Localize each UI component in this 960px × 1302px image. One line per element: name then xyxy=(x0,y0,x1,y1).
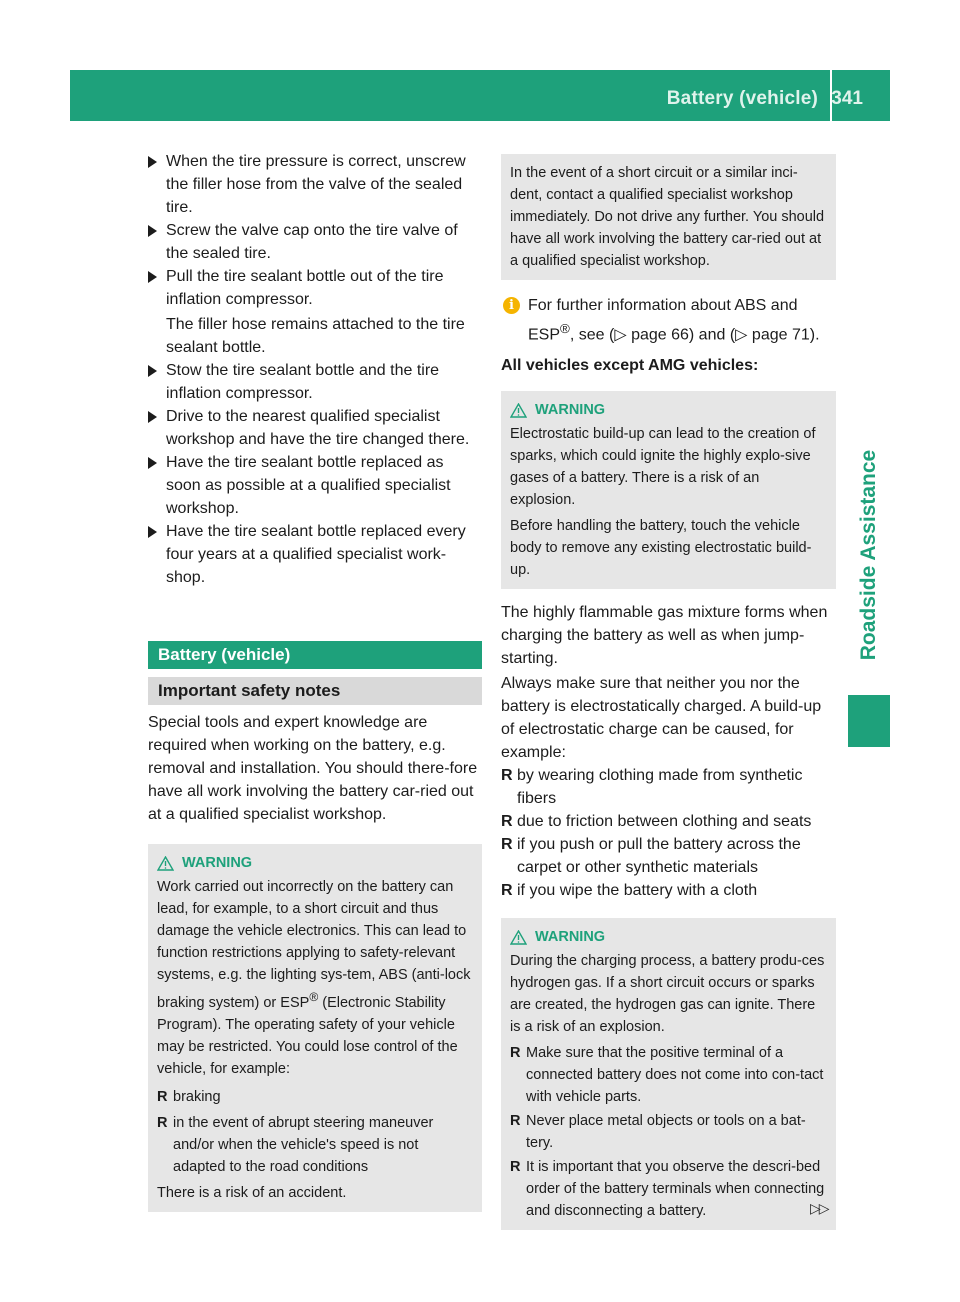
warning-bullet xyxy=(510,1156,828,1222)
warning-label: WARNING xyxy=(182,855,253,871)
warning-triangle-icon xyxy=(510,930,527,945)
side-tab xyxy=(848,420,890,690)
warning-text-part: Work carried out incorrectly on the battery can lead, for example, to a short circuit and thus damage the vehicle electronics. This can lead to function restrictions applying to safety-relevant systems, e.g. the lighting sys-tem, ABS (anti-lock braking system) or ESP xyxy=(157,879,471,1011)
step-arrow-icon xyxy=(148,225,157,237)
info-icon: i xyxy=(503,297,520,314)
step-item xyxy=(148,405,482,451)
warning-bullet xyxy=(157,1086,474,1108)
page-ref-arrow-icon: ▷ xyxy=(735,326,748,344)
list-item xyxy=(501,879,836,902)
info-text: , see ( xyxy=(569,326,615,344)
info-text: page 66) and ( xyxy=(626,326,736,344)
info-note xyxy=(501,294,836,346)
step-text: Have the tire sealant bottle replaced as soon as possible at a qualified specialist workshop. xyxy=(166,454,451,517)
warning-box xyxy=(501,918,836,1230)
bullet-icon: R xyxy=(157,1114,168,1131)
continued-warning-box xyxy=(501,154,836,280)
step-text: Drive to the nearest qualified specialist workshop and have the tire changed there. xyxy=(166,408,470,448)
warning-closing: There is a risk of an accident. xyxy=(157,1184,347,1201)
bullet-text: It is important that you observe the descri-bed order of the battery terminals when connecting and disconnecting a battery. xyxy=(526,1159,825,1220)
warning-header xyxy=(157,852,474,874)
header-bar xyxy=(70,70,890,121)
step-item xyxy=(148,219,482,265)
step-arrow-icon xyxy=(148,411,157,423)
step-item xyxy=(148,451,482,520)
list-item xyxy=(501,833,836,879)
step-arrow-icon xyxy=(148,156,157,168)
continue-arrow-icon: ▷▷ xyxy=(810,1200,828,1216)
body-paragraph: The highly flammable gas mixture forms when charging the battery as well as when jump-starting. xyxy=(501,604,828,668)
bullet-icon: R xyxy=(501,836,513,854)
warning-triangle-icon xyxy=(510,403,527,418)
step-text: When the tire pressure is correct, unscrew the filler hose from the valve of the sealed tire. xyxy=(166,153,466,216)
step-item xyxy=(148,265,482,311)
registered-mark: ® xyxy=(309,990,319,1004)
continued-warning-text: In the event of a short circuit or a similar inci-dent, contact a qualified specialist workshop immediately. Do not drive any further. You should have all work involving the battery car-ried out at a qualified specialist workshop. xyxy=(510,165,825,269)
section-title: Battery (vehicle) xyxy=(148,641,482,669)
list-item-text: if you wipe the battery with a cloth xyxy=(517,882,758,900)
bullet-icon: R xyxy=(510,1113,521,1130)
warning-text: Electrostatic build-up can lead to the creation of sparks, which could ignite the highly explo-sive gases of a battery. There is a risk of an explosion. xyxy=(510,426,816,509)
warning-box xyxy=(148,844,482,1212)
right-column xyxy=(501,150,836,1230)
step-text: Pull the tire sealant bottle out of the tire inflation compressor. xyxy=(166,268,444,308)
warning-box xyxy=(501,391,836,589)
warning-header xyxy=(510,399,828,421)
page-ref-arrow-icon: ▷ xyxy=(614,326,627,344)
step-item xyxy=(148,520,482,589)
registered-mark: ® xyxy=(560,321,570,336)
warning-text: Before handling the battery, touch the vehicle body to remove any existing electrostatic build-up. xyxy=(510,518,812,579)
step-text: Have the tire sealant bottle replaced every four years at a qualified specialist work-shop. xyxy=(166,523,466,586)
step-arrow-icon xyxy=(148,271,157,283)
info-text: For further information about ABS and ESP xyxy=(528,297,798,344)
step-item xyxy=(148,150,482,219)
step-arrow-icon xyxy=(148,457,157,469)
side-tab-marker xyxy=(848,695,890,747)
warning-text: During the charging process, a battery produ-ces hydrogen gas. If a short circuit occurs or sparks are created, the hydrogen gas can ignite. There is a risk of an explosion. xyxy=(510,953,825,1036)
intro-paragraph: Special tools and expert knowledge are required when working on the battery, e.g. removal and installation. You should there-fore have all work involving the battery car-ried out at a qualified specialist workshop. xyxy=(148,714,478,823)
warning-label: WARNING xyxy=(535,402,606,419)
list-item xyxy=(501,810,836,833)
bullet-icon: R xyxy=(157,1088,168,1105)
bullet-text: braking xyxy=(173,1088,221,1105)
side-tab-label: Roadside Assistance xyxy=(857,449,881,661)
step-arrow-icon xyxy=(148,526,157,538)
step-text: Stow the tire sealant bottle and the tire inflation compressor. xyxy=(166,362,440,402)
bullet-text: in the event of abrupt steering maneuver and/or when the vehicle's speed is not adapted to the road conditions xyxy=(173,1114,434,1175)
step-arrow-icon xyxy=(148,365,157,377)
warning-bullet xyxy=(157,1112,474,1178)
list-item-text: if you push or pull the battery across the carpet or other synthetic materials xyxy=(517,836,801,877)
bullet-icon: R xyxy=(501,882,513,900)
bullet-icon: R xyxy=(510,1045,521,1062)
header-title: Battery (vehicle) xyxy=(666,88,818,109)
section-heading: All vehicles except AMG vehicles: xyxy=(501,357,759,375)
list-item-text: by wearing clothing made from synthetic fibers xyxy=(517,767,803,808)
warning-text xyxy=(157,876,474,1080)
step-item xyxy=(148,359,482,405)
warning-triangle-icon xyxy=(157,856,174,871)
bullet-icon: R xyxy=(501,767,513,785)
warning-bullet xyxy=(510,1110,828,1154)
list-item-text: due to friction between clothing and seats xyxy=(517,813,812,831)
left-column xyxy=(148,150,482,1212)
subsection-title: Important safety notes xyxy=(148,677,482,705)
warning-bullet xyxy=(510,1042,828,1108)
step-text: Screw the valve cap onto the tire valve of the sealed tire. xyxy=(166,222,458,262)
page-number: 341 xyxy=(831,88,863,109)
warning-header xyxy=(510,926,828,948)
bullet-text: Never place metal objects or tools on a bat-tery. xyxy=(526,1113,806,1152)
bullet-text: Make sure that the positive terminal of a connected battery does not come into con-tact with vehicle parts. xyxy=(526,1045,824,1106)
warning-label: WARNING xyxy=(535,929,606,946)
warning-text-part: (Electronic Stability Program). The operating safety of your vehicle may be restricted. You could lose control of the vehicle, for example: xyxy=(157,994,458,1077)
info-text: page 71). xyxy=(747,326,820,344)
body-paragraph: Always make sure that neither you nor the battery is electrostatically charged. A build-up of electrostatic charge can be caused, for example: xyxy=(501,675,822,762)
list-item xyxy=(501,764,836,810)
step-note: The filler hose remains attached to the tire sealant bottle. xyxy=(166,316,465,356)
bullet-icon: R xyxy=(510,1159,521,1176)
bullet-icon: R xyxy=(501,813,513,831)
